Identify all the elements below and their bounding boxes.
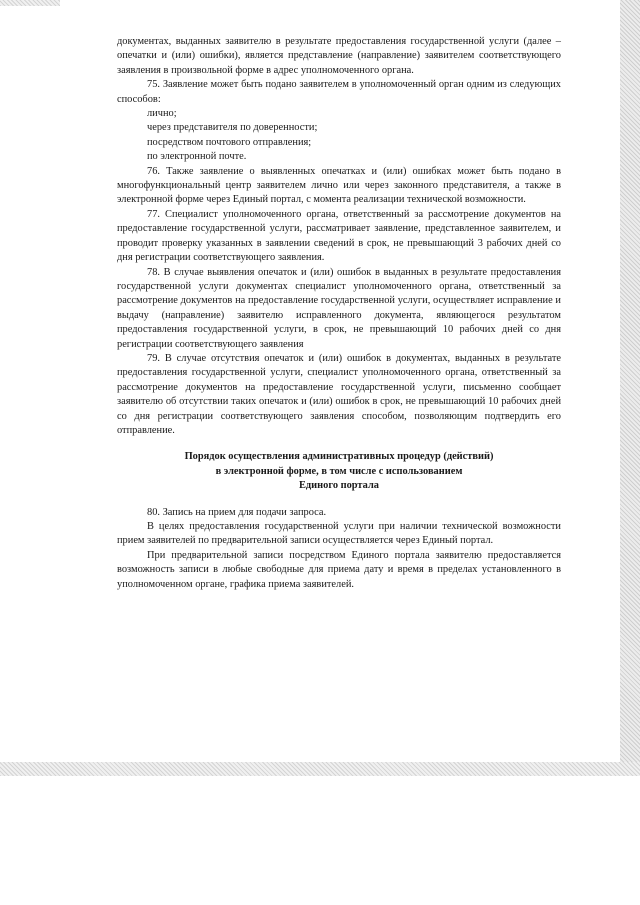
- section-heading-line: в электронной форме, в том числе с использованием: [215, 465, 463, 477]
- scan-border-bottom: [0, 762, 640, 776]
- paragraph-80-preregistration: В целях предоставления государственной услуги при наличии технической возможности прием заявителей по предварительной записи осуществляется через Единый портал.: [117, 521, 561, 547]
- scan-border-top: [0, 0, 60, 6]
- document-page: [117, 35, 561, 592]
- scan-border-right: [620, 0, 640, 776]
- section-heading: [117, 450, 561, 493]
- paragraph-80: 80. Запись на прием для подачи запроса.: [147, 506, 327, 518]
- list-item-way: посредством почтового отправления;: [147, 136, 312, 148]
- paragraph-80-portal-booking: При предварительной записи посредством Единого портала заявителю предоставляется возможность записи в любые свободные для приема дату и время в пределах установленного в уполномоченном органе, графика приема заявителей.: [117, 549, 561, 590]
- list-item-way: лично;: [147, 108, 177, 120]
- list-item-way: через представителя по доверенности;: [147, 122, 318, 134]
- paragraph-75: 75. Заявление может быть подано заявителем в уполномоченный орган одним из следующих способов:: [117, 79, 561, 105]
- section-heading-line: Порядок осуществления административных процедур (действий): [184, 451, 494, 463]
- list-item-way: по электронной почте.: [147, 151, 247, 163]
- paragraph-79: 79. В случае отсутствия опечаток и (или) ошибок в документах, выданных в результате предоставления государственной услуги, специалист уполномоченного органа, ответственный за рассмотрение документов на предоставление государственной услуги, письменно сообщает заявителю об отсутствии таких опечаток и (или) ошибок в срок, не превышающий 10 рабочих дней со дня регистрации соответствующего заявления способом, позволяющим подтвердить его отправление.: [117, 352, 561, 436]
- paragraph-77: 77. Специалист уполномоченного органа, ответственный за рассмотрение документов на предоставление государственной услуги, рассматривает заявление, представленное заявителем, и проводит проверку указанных в заявлении сведений в срок, не превышающий 3 рабочих дней со дня регистрации соответствующего заявления.: [117, 208, 561, 264]
- paragraph-intro: документах, выданных заявителю в результате предоставления государственной услуги (далее – опечатки и (или) ошибки), является представление (направление) заявителем соответствующего заявления в произвольной форме в адрес уполномоченного органа.: [117, 36, 561, 76]
- paragraph-78: 78. В случае выявления опечаток и (или) ошибок в выданных в результате предоставления государственной услуги документах специалист уполномоченного органа, ответственный за рассмотрение документов на предоставление государственной услуги, осуществляет исправление и выдачу (направление) заявителю исправленного документа, являющегося результатом предоставления государственной услуги, в срок, не превышающий 10 рабочих дней со дня регистрации соответствующего заявления: [117, 266, 561, 350]
- section-heading-line: Единого портала: [299, 480, 379, 492]
- paragraph-76: 76. Также заявление о выявленных опечатках и (или) ошибках может быть подано в многофункциональный центр заявителем лично или через законного представителя, а также в электронной форме через Единый портал, с момента реализации технической возможности.: [117, 165, 561, 206]
